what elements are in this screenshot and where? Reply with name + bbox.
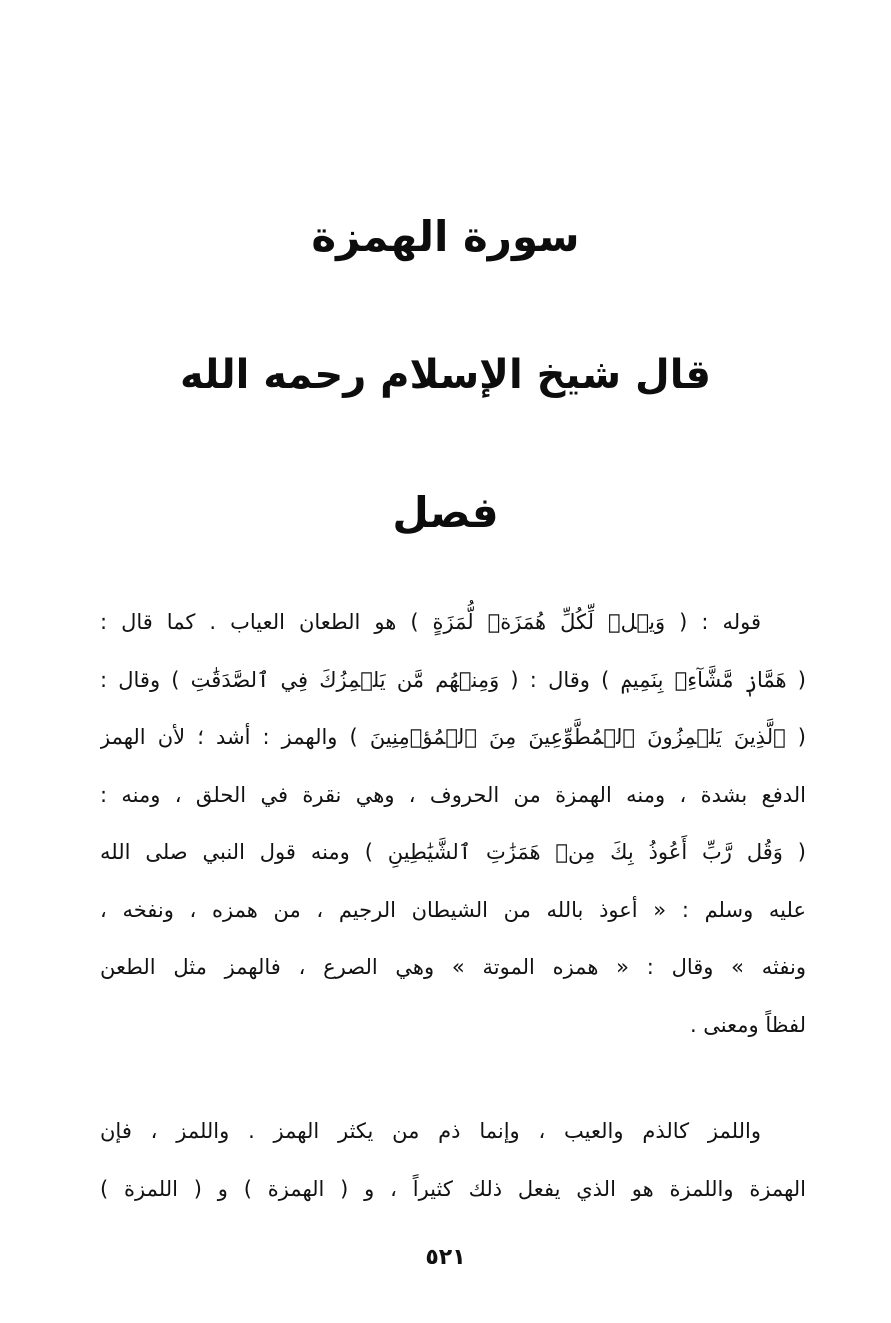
surah-title: سورة الهمزة [311, 212, 580, 261]
paragraph-line: ( هَمَّازٖ مَّشَّآءِۭ بِنَمِيمٖ ) وقال : ( وَمِنۡهُم مَّن يَلۡمِزُكَ فِي ٱلصَّدَقَٰتِ ) وقال : [100, 667, 806, 692]
paragraph-line: الهمزة واللمزة هو الذي يفعل ذلك كثيراً ، و ( الهمزة ) و ( اللمزة ) [100, 1176, 806, 1201]
page-number: ٥٢١ [425, 1245, 466, 1270]
paragraph-line: ونفثه » وقال : « همزه الموتة » وهي الصرع ، فالهمز مثل الطعن [100, 955, 806, 979]
author-heading: قال شيخ الإسلام رحمه الله [180, 352, 711, 398]
paragraph-line: لفظاً ومعنى . [689, 1012, 806, 1037]
paragraph-line: عليه وسلم : « أعوذ بالله من الشيطان الرجيم ، من همزه ، ونفخه ، [100, 897, 806, 922]
paragraph-2 [100, 1103, 806, 1218]
paragraph-line: الدفع بشدة ، ومنه الهمزة من الحروف ، وهي نقرة في الحلق ، ومنه : [100, 782, 806, 807]
paragraph-line: واللمز كالذم والعيب ، وإنما ذم من يكثر الهمز . واللمز ، فإن [100, 1119, 761, 1143]
paragraph-line: قوله : ( وَيۡلٞ لِّكُلِّ هُمَزَةٖ لُّمَزَةٍ ) هو الطعان العياب . كما قال : [100, 610, 761, 634]
paragraph-1 [100, 594, 806, 1054]
paragraph-line: ( وَقُل رَّبِّ أَعُوذُ بِكَ مِنۡ هَمَزَٰتِ ٱلشَّيَٰطِينِ ) ومنه قول النبي صلى الله [100, 840, 806, 864]
section-heading: فصل [392, 488, 499, 537]
paragraph-line: ( ٱلَّذِينَ يَلۡمِزُونَ ٱلۡمُطَّوِّعِينَ مِنَ ٱلۡمُؤۡمِنِينَ ) والهمز : أشد ؛ لأن الهمز [100, 725, 806, 749]
